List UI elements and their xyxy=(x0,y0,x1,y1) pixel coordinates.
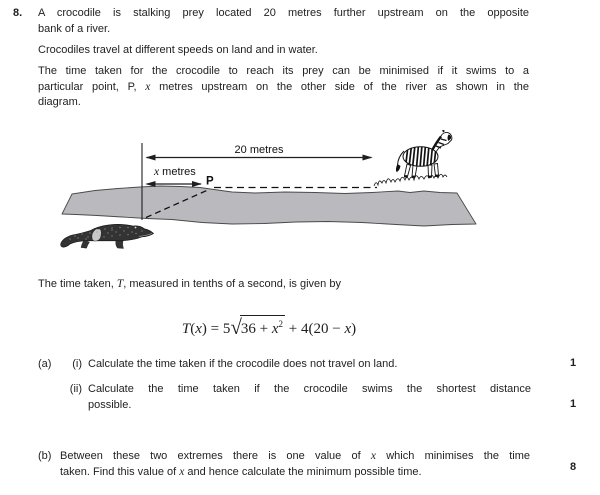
part-ii-label: (ii) xyxy=(69,383,82,395)
part-b-line1a: Between these two extremes there is one value of xyxy=(60,450,371,462)
zebra-front-leg-1 xyxy=(428,165,432,177)
intro-p1-line1: A crocodile is stalking prey located 20 metres further upstream on the opposite xyxy=(38,7,529,19)
time-line-post: , measured in tenths of a second, is given by xyxy=(123,278,341,290)
math-var-T: T xyxy=(116,278,124,290)
zebra-illustration xyxy=(396,130,452,178)
time-taken-sentence xyxy=(38,277,529,293)
part-a-i-row xyxy=(38,357,538,373)
crocodile-eye xyxy=(135,227,137,229)
formula-tail: + 4(20 − xyxy=(285,321,345,337)
intro-p3-line1: The time taken for the crocodile to reach its prey can be minimised if it swims to a xyxy=(38,65,529,77)
radicand-pre: 36 + xyxy=(240,321,272,337)
part-b-line2 xyxy=(60,465,530,481)
zebra-tail-tuft xyxy=(396,164,401,172)
part-a-label: (a) xyxy=(38,358,52,370)
part-b-line2a: taken. Find this value of xyxy=(60,465,180,478)
part-a-ii-line2: possible. xyxy=(88,398,132,411)
part-b-label: (b) xyxy=(38,450,52,462)
formula-tail-x: x xyxy=(344,321,352,337)
intro-paragraph-3 xyxy=(38,64,529,111)
part-b-var-x1: x xyxy=(370,450,377,462)
mark-b: 8 xyxy=(570,461,577,473)
intro-p3-line2 xyxy=(38,80,529,96)
crocodile-front-leg xyxy=(116,241,124,249)
mark-a-i: 1 xyxy=(570,357,577,369)
radicand-x: x xyxy=(271,321,279,337)
time-line-pre: The time taken, xyxy=(38,278,117,290)
part-b-line1b: which minimises the time xyxy=(376,450,530,462)
intro-p3-line3: diagram. xyxy=(38,96,81,108)
formula-T: T xyxy=(181,321,191,337)
distance-label-x xyxy=(153,166,196,178)
part-b-var-x2: x xyxy=(179,465,185,478)
intro-p3-line2b: metres upstream on the other side of the river as shown in the xyxy=(150,80,529,93)
part-b-line2b: and hence calculate the minimum possible time. xyxy=(184,465,422,478)
zebra-rear-leg-1 xyxy=(405,164,411,177)
part-a-ii-row xyxy=(38,382,538,413)
x-metres-rest: metres xyxy=(159,166,196,178)
part-b-line1 xyxy=(60,449,530,465)
intro-paragraph-1 xyxy=(38,6,529,37)
radicand-exponent: 2 xyxy=(278,319,284,329)
zebra-front-leg-2 xyxy=(434,164,439,177)
formula-open-paren: ( xyxy=(190,321,196,337)
intro-p1-line2: bank of a river. xyxy=(38,22,111,35)
part-b-row xyxy=(38,449,538,480)
part-a-i-text: Calculate the time taken if the crocodile does not travel on land. xyxy=(88,358,398,370)
crocodile-illustration xyxy=(61,224,154,248)
x-metres-var: x xyxy=(154,166,160,178)
part-a-ii-line1: Calculate the time taken if the crocodile swims the shortest distance xyxy=(88,383,531,395)
river-shape xyxy=(62,186,476,226)
radical-sign: √ xyxy=(230,315,242,339)
question-number: 8. xyxy=(13,7,23,19)
distance-label-20m: 20 metres xyxy=(234,144,284,156)
formula-x: x xyxy=(195,321,202,337)
mark-a-ii: 1 xyxy=(570,398,577,410)
part-i-label: (i) xyxy=(72,358,82,370)
river-diagram xyxy=(0,130,600,268)
zebra-rear-leg-2 xyxy=(412,165,417,177)
formula xyxy=(38,314,500,341)
radicand xyxy=(240,315,285,338)
formula-equals: ) = 5 xyxy=(201,321,231,337)
part-b-text xyxy=(60,449,530,480)
part-a-ii-text xyxy=(88,382,531,413)
math-var-x: x xyxy=(145,80,151,93)
intro-p3-line2a: particular point, P, xyxy=(38,80,146,93)
formula-close-paren: ) xyxy=(351,321,357,337)
intro-paragraph-2: Crocodiles travel at different speeds on land and in water. xyxy=(38,44,318,56)
zebra-ear xyxy=(442,130,446,133)
point-p-label: P xyxy=(206,175,214,188)
